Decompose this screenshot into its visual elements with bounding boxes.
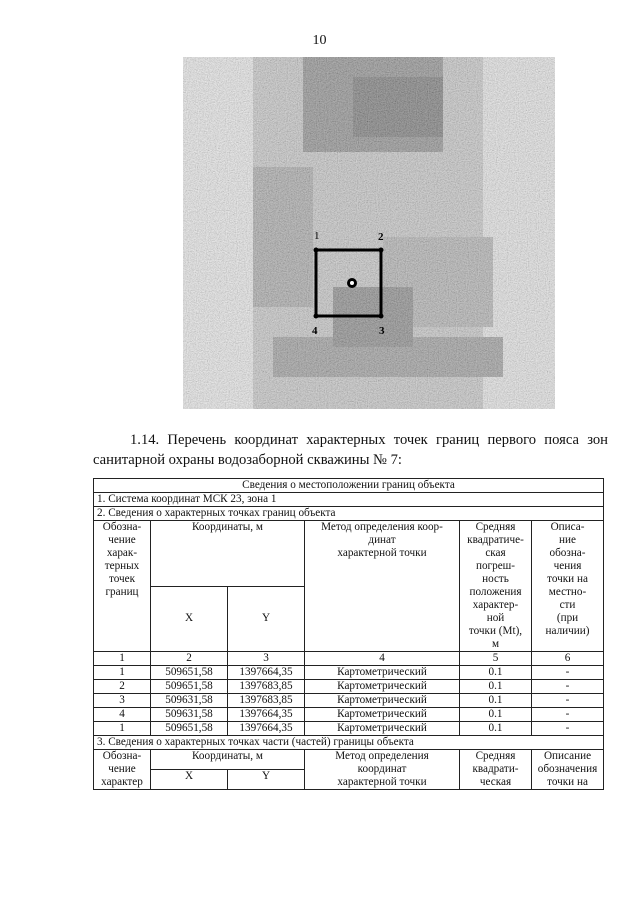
header-description: Описа- ние обозна- чения точки на местно- сти (при наличии): [532, 521, 604, 652]
header2-x: X: [151, 770, 228, 790]
page-number: 10: [312, 33, 327, 48]
header2-description: Описание обозначения точки на: [532, 750, 604, 790]
point-3-label: 3: [379, 325, 385, 337]
heading-line-2: санитарной охраны водозаборной скважины № 7:: [93, 452, 402, 468]
point-2-marker: [379, 248, 384, 253]
header-coordinates: Координаты, м: [151, 521, 305, 587]
header2-method: Метод определения координат характерной точки: [305, 750, 460, 790]
section-2: 2. Сведения о характерных точках границ объекта: [94, 507, 604, 521]
header2-coordinates: Координаты, м: [151, 750, 305, 770]
header-error: Средняя квадратиче- ская погреш- ность положения характер- ной точки (Mt), м: [460, 521, 532, 652]
table-row: 3 509631,58 1397683,85 Картометрический 0.1 -: [94, 694, 604, 708]
table-row: 1 509651,58 1397664,35 Картометрический 0.1 -: [94, 722, 604, 736]
table-row: 1 509651,58 1397664,35 Картометрический 0.1 -: [94, 666, 604, 680]
header-x: X: [151, 586, 228, 652]
section-3: 3. Сведения о характерных точках части (частей) границы объекта: [94, 736, 604, 750]
header-method: Метод определения коор- динат характерной точки: [305, 521, 460, 652]
section-heading: [93, 430, 608, 470]
section-1: 1. Система координат МСК 23, зона 1: [94, 493, 604, 507]
site-map-image: [183, 57, 555, 409]
header2-error: Средняя квадрати- ческая: [460, 750, 532, 790]
point-4-label: 4: [312, 325, 318, 337]
column-numbers-row: 1 2 3 4 5 6: [94, 652, 604, 666]
boundary-info-table: [93, 478, 604, 790]
header2-designation: Обозна- чение характер: [94, 750, 151, 790]
point-4-marker: [314, 314, 319, 319]
point-1-marker: [314, 248, 319, 253]
point-1-label: 1: [314, 230, 320, 242]
point-3-marker: [379, 314, 384, 319]
point-2-label: 2: [378, 231, 384, 243]
heading-line-1: 1.14. Перечень координат характерных точек границ первого пояса зон: [130, 432, 608, 448]
header2-y: Y: [228, 770, 305, 790]
table-row: 4 509631,58 1397664,35 Картометрический 0.1 -: [94, 708, 604, 722]
table-row: 2 509651,58 1397683,85 Картометрический 0.1 -: [94, 680, 604, 694]
header-designation: Обозна- чение харак- терных точек границ: [94, 521, 151, 652]
header-y: Y: [228, 586, 305, 652]
table-title: Сведения о местоположении границ объекта: [94, 479, 604, 493]
